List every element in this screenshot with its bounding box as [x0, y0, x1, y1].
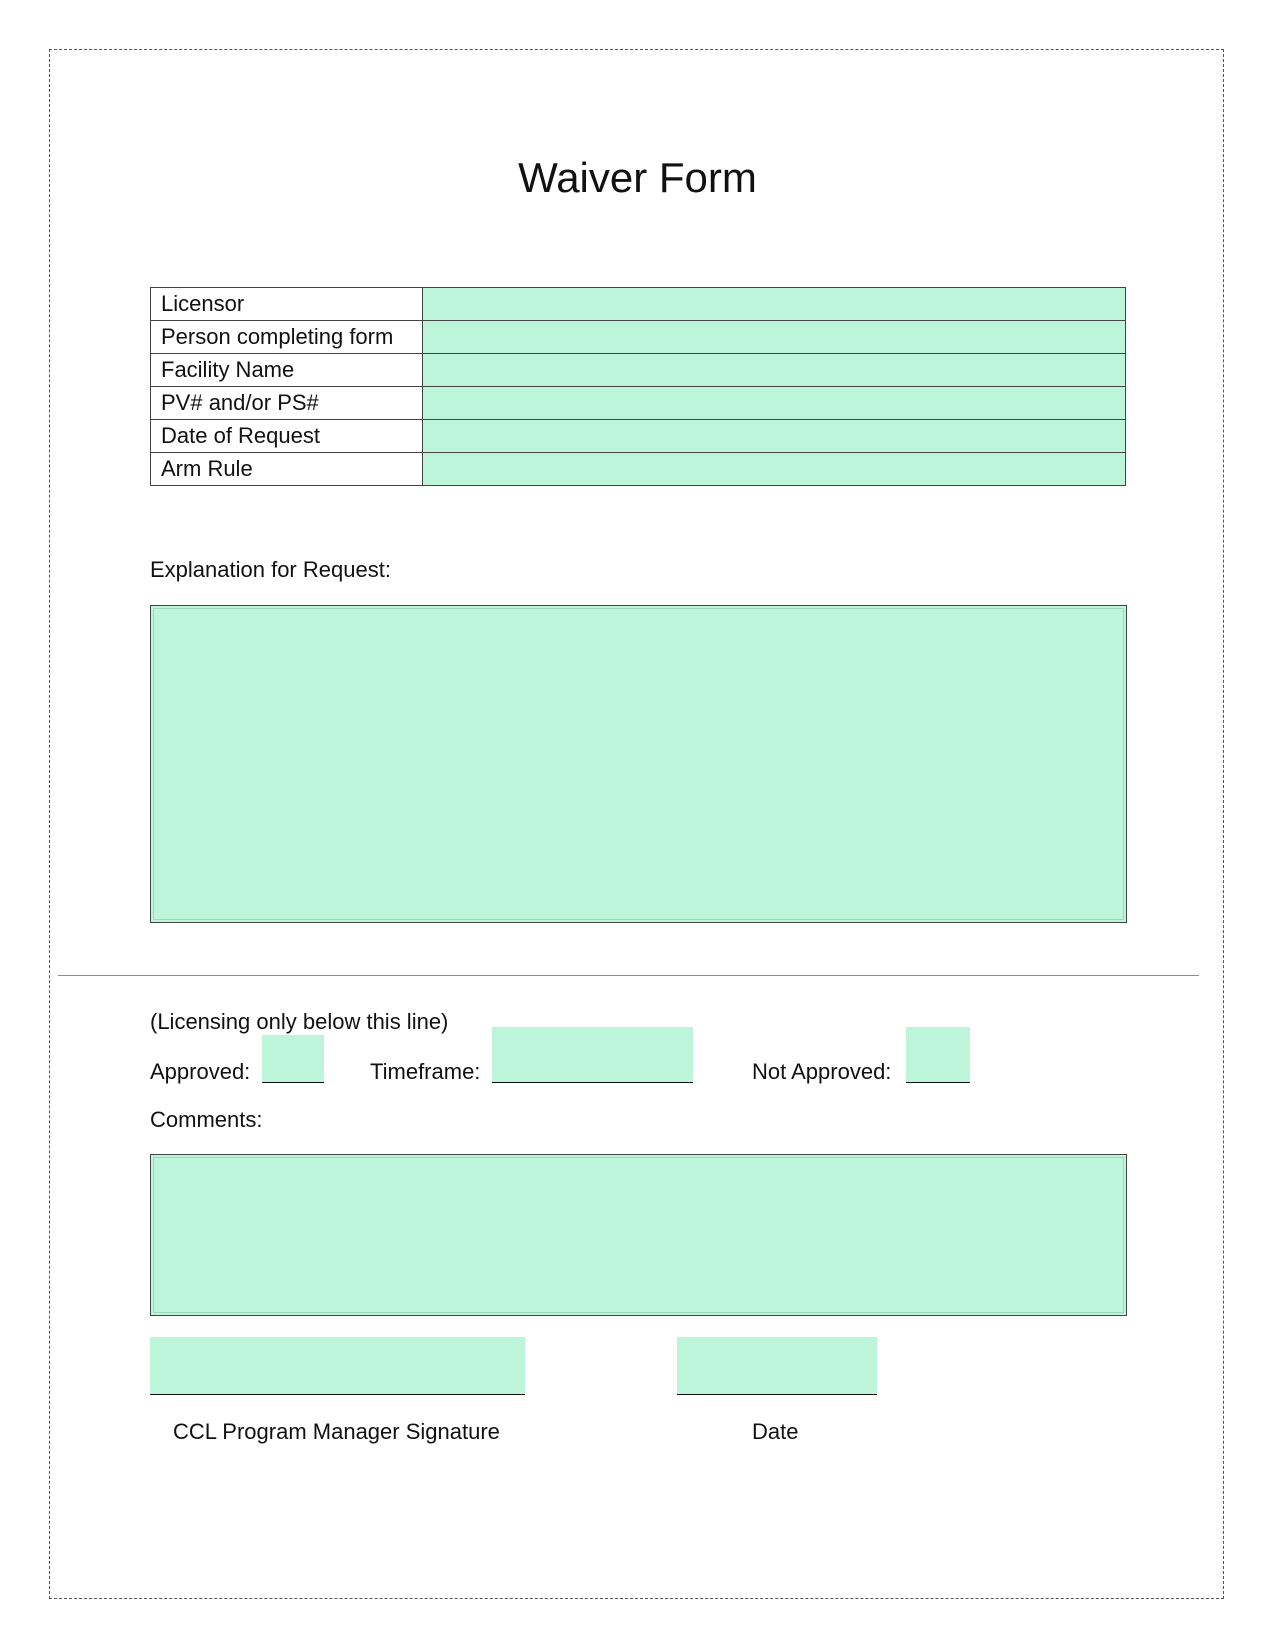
arm-rule-label: Arm Rule [151, 453, 423, 486]
person-completing-field[interactable] [423, 321, 1126, 354]
timeframe-underline [492, 1082, 693, 1083]
signature-date-underline [677, 1394, 877, 1395]
signature-field[interactable] [150, 1337, 525, 1394]
explanation-label: Explanation for Request: [150, 557, 391, 582]
timeframe-field[interactable] [492, 1027, 693, 1082]
date-of-request-label: Date of Request [151, 420, 423, 453]
not-approved-underline [906, 1082, 970, 1083]
explanation-field-value [153, 608, 1124, 920]
signature-underline [150, 1394, 525, 1395]
explanation-field[interactable] [150, 605, 1127, 923]
licensing-note: (Licensing only below this line) [150, 1009, 449, 1034]
comments-field-value [153, 1157, 1124, 1313]
not-approved-label: Not Approved: [752, 1059, 892, 1084]
request-info-table [150, 287, 1126, 486]
approved-label: Approved: [150, 1059, 251, 1084]
comments-field[interactable] [150, 1154, 1127, 1316]
approved-underline [262, 1082, 324, 1083]
licensor-field[interactable] [423, 288, 1126, 321]
timeframe-label: Timeframe: [370, 1059, 481, 1084]
table-row [151, 453, 1126, 486]
signature-date-field[interactable] [677, 1337, 877, 1394]
person-completing-label: Person completing form [151, 321, 423, 354]
pv-ps-number-label: PV# and/or PS# [151, 387, 423, 420]
table-row [151, 354, 1126, 387]
not-approved-field[interactable] [906, 1027, 970, 1082]
table-row [151, 288, 1126, 321]
date-of-request-field[interactable] [423, 420, 1126, 453]
date-caption: Date [752, 1419, 799, 1444]
approved-field[interactable] [262, 1035, 324, 1082]
signature-caption: CCL Program Manager Signature [173, 1419, 500, 1444]
facility-name-field[interactable] [423, 354, 1126, 387]
table-row [151, 420, 1126, 453]
arm-rule-field[interactable] [423, 453, 1126, 486]
facility-name-label: Facility Name [151, 354, 423, 387]
pv-ps-number-field[interactable] [423, 387, 1126, 420]
comments-label: Comments: [150, 1107, 263, 1132]
table-row [151, 321, 1126, 354]
table-row [151, 387, 1126, 420]
licensing-divider [58, 975, 1199, 976]
licensor-label: Licensor [151, 288, 423, 321]
form-title: Waiver Form [518, 154, 757, 201]
